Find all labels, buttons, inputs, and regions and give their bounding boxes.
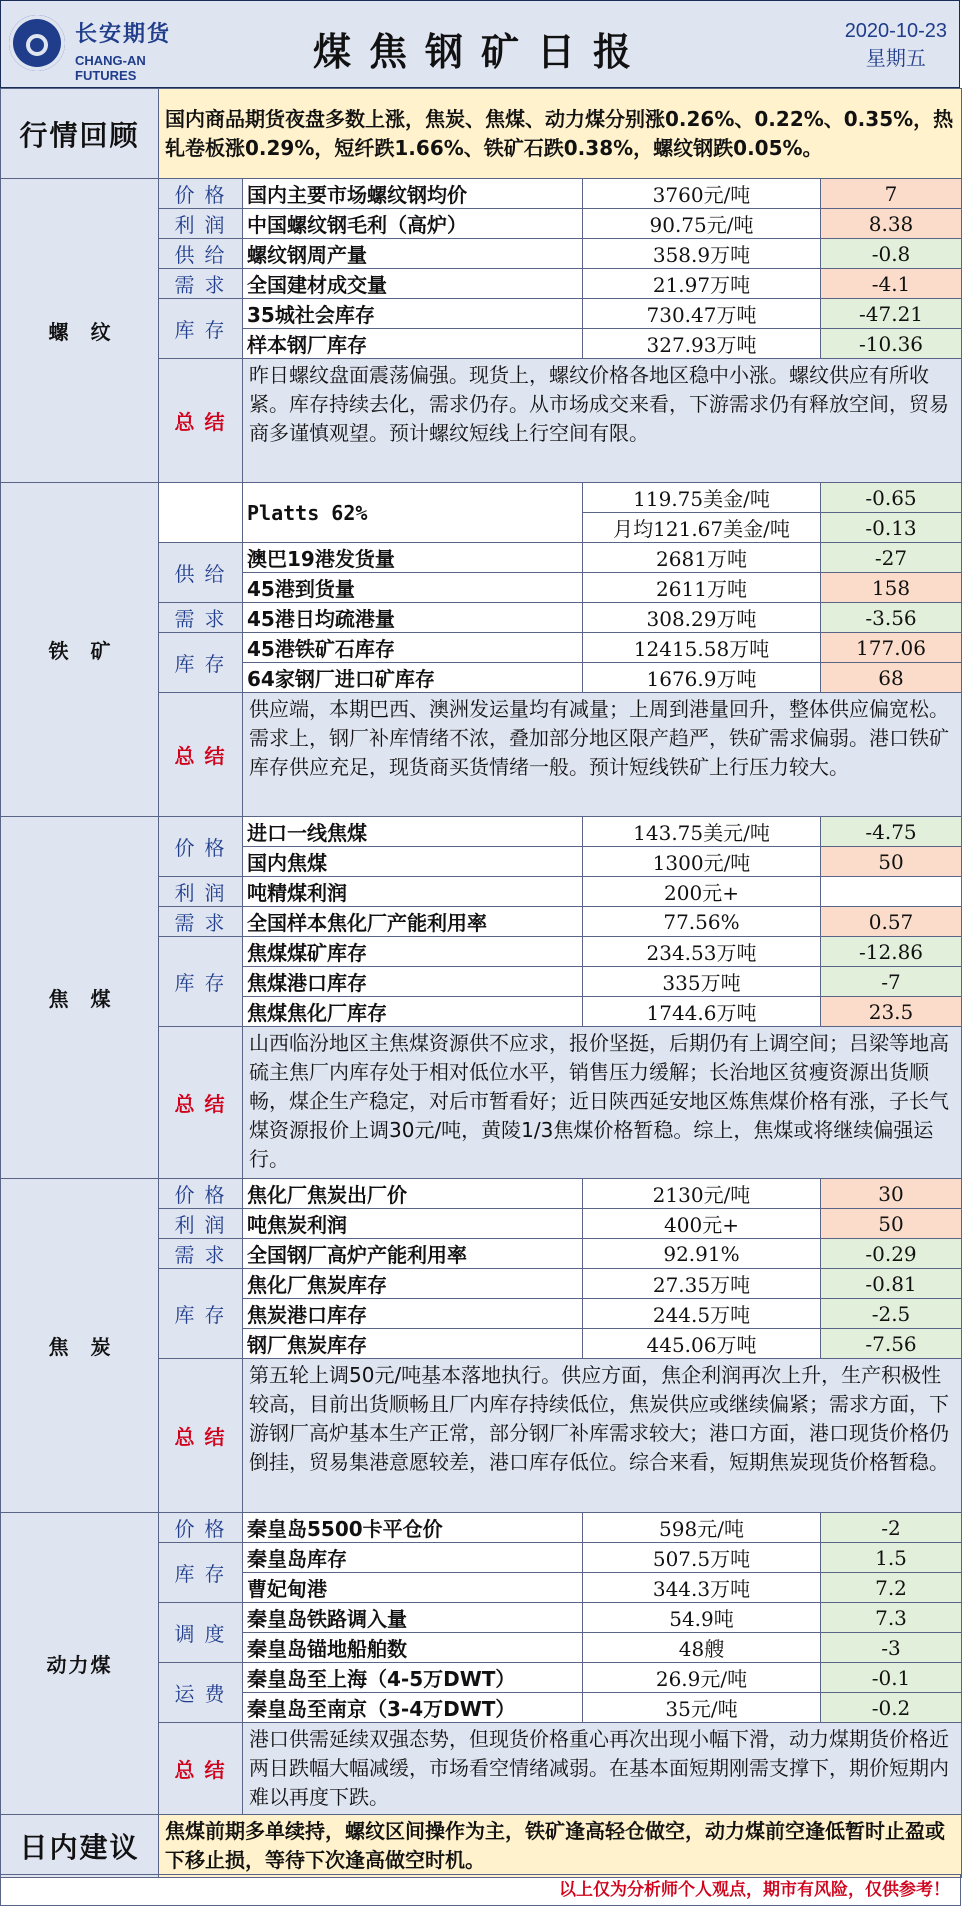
row-category: 利润 bbox=[159, 209, 243, 239]
platts-value: 119.75美金/吨 bbox=[583, 483, 821, 513]
indicator-change: -3 bbox=[821, 1633, 962, 1663]
indicator-change: 8.38 bbox=[821, 209, 962, 239]
report-title: 煤焦钢矿日报 bbox=[312, 30, 649, 74]
indicator-value: 77.56% bbox=[583, 907, 821, 937]
disclaimer: 以上仅为分析师个人观点，期市有风险，仅供参考！ bbox=[0, 1874, 961, 1906]
indicator-change: 50 bbox=[821, 1209, 962, 1239]
row-category: 利润 bbox=[159, 877, 243, 907]
data-row bbox=[1, 1513, 962, 1543]
row-category: 库存 bbox=[159, 1543, 243, 1603]
platts-value: 月均121.67美金/吨 bbox=[583, 513, 821, 543]
section-label-thermal: 动力煤 bbox=[1, 1513, 159, 1815]
indicator-value: 1744.6万吨 bbox=[583, 997, 821, 1027]
logo-cn: 长安期货 bbox=[75, 22, 172, 47]
indicator-value: 200元+ bbox=[583, 877, 821, 907]
summary-label: 总结 bbox=[159, 1359, 243, 1513]
indicator-change: -4.75 bbox=[821, 817, 962, 847]
platts-change: -0.13 bbox=[821, 513, 962, 543]
section-label-advice: 日内建议 bbox=[1, 1815, 159, 1878]
row-category: 供给 bbox=[159, 543, 243, 603]
indicator-change: 7.2 bbox=[821, 1573, 962, 1603]
review-text: 国内商品期货夜盘多数上涨，焦炭、焦煤、动力煤分别涨0.26%、0.22%、0.35%，热轧卷板涨0.29%，短纤跌1.66%、铁矿石跌0.38%，螺纹钢跌0.05%。 bbox=[159, 89, 962, 179]
indicator-name: 样本钢厂库存 bbox=[243, 329, 583, 359]
indicator-name: 64家钢厂进口矿库存 bbox=[243, 663, 583, 693]
review-row bbox=[1, 89, 962, 179]
summary-text: 港口供需延续双强态势，但现货价格重心再次出现小幅下滑，动力煤期货价格近两日跌幅大幅减缓，市场看空情绪减弱。在基本面短期刚需支撑下，期价短期内难以再度下跌。 bbox=[243, 1723, 962, 1815]
platts-row bbox=[1, 483, 962, 513]
advice-row bbox=[1, 1815, 962, 1878]
row-category: 利润 bbox=[159, 1209, 243, 1239]
indicator-name: 国内焦煤 bbox=[243, 847, 583, 877]
summary-label: 总结 bbox=[159, 1027, 243, 1179]
summary-label: 总结 bbox=[159, 359, 243, 483]
indicator-name: 国内主要市场螺纹钢均价 bbox=[243, 179, 583, 209]
indicator-value: 21.97万吨 bbox=[583, 269, 821, 299]
indicator-change: 158 bbox=[821, 573, 962, 603]
indicator-name: 焦煤煤矿库存 bbox=[243, 937, 583, 967]
indicator-value: 598元/吨 bbox=[583, 1513, 821, 1543]
summary-text: 供应端，本期巴西、澳洲发运量均有减量；上周到港量回升，整体供应偏宽松。需求上，钢厂补库情绪不浓，叠加部分地区限产趋严，铁矿需求偏弱。港口铁矿库存供应充足，现货商买货情绪一般。预计短线铁矿上行压力较大。 bbox=[243, 693, 962, 817]
row-category: 库存 bbox=[159, 633, 243, 693]
row-category: 需求 bbox=[159, 269, 243, 299]
indicator-name: 焦化厂焦炭库存 bbox=[243, 1269, 583, 1299]
indicator-value: 35元/吨 bbox=[583, 1693, 821, 1723]
indicator-change: -4.1 bbox=[821, 269, 962, 299]
indicator-change: -0.81 bbox=[821, 1269, 962, 1299]
indicator-value: 445.06万吨 bbox=[583, 1329, 821, 1359]
indicator-name: 曹妃甸港 bbox=[243, 1573, 583, 1603]
summary-label: 总结 bbox=[159, 1723, 243, 1815]
indicator-change: -10.36 bbox=[821, 329, 962, 359]
data-row bbox=[1, 817, 962, 847]
indicator-change: 1.5 bbox=[821, 1543, 962, 1573]
indicator-change: -47.21 bbox=[821, 299, 962, 329]
indicator-value: 2681万吨 bbox=[583, 543, 821, 573]
indicator-name: 秦皇岛至南京（3-4万DWT） bbox=[243, 1693, 583, 1723]
indicator-name: 焦炭港口库存 bbox=[243, 1299, 583, 1329]
indicator-change: -0.8 bbox=[821, 239, 962, 269]
indicator-value: 400元+ bbox=[583, 1209, 821, 1239]
summary-text: 山西临汾地区主焦煤资源供不应求，报价坚挺，后期仍有上调空间；吕梁等地高硫主焦厂内库存处于相对低位水平，销售压力缓解；长治地区贫瘦资源出货顺畅，煤企生产稳定，对后市暂看好；近日陕西延安地区炼焦煤价格有涨，子长气煤资源报价上调30元/吨，黄陵1/3焦煤价格暂稳。综上，焦煤或将继续偏强运行。 bbox=[243, 1027, 962, 1179]
indicator-value: 27.35万吨 bbox=[583, 1269, 821, 1299]
summary-label: 总结 bbox=[159, 693, 243, 817]
report-table bbox=[0, 88, 962, 1878]
indicator-value: 244.5万吨 bbox=[583, 1299, 821, 1329]
indicator-name: 焦化厂焦炭出厂价 bbox=[243, 1179, 583, 1209]
indicator-value: 344.3万吨 bbox=[583, 1573, 821, 1603]
indicator-name: 焦煤港口库存 bbox=[243, 967, 583, 997]
indicator-name: 进口一线焦煤 bbox=[243, 817, 583, 847]
row-category: 需求 bbox=[159, 907, 243, 937]
indicator-value: 12415.58万吨 bbox=[583, 633, 821, 663]
indicator-change: -3.56 bbox=[821, 603, 962, 633]
indicator-value: 234.53万吨 bbox=[583, 937, 821, 967]
indicator-name: 全国样本焦化厂产能利用率 bbox=[243, 907, 583, 937]
indicator-name: 吨焦炭利润 bbox=[243, 1209, 583, 1239]
row-category: 需求 bbox=[159, 603, 243, 633]
indicator-name: 秦皇岛至上海（4-5万DWT） bbox=[243, 1663, 583, 1693]
indicator-name: 35城社会库存 bbox=[243, 299, 583, 329]
indicator-name: 中国螺纹钢毛利（高炉） bbox=[243, 209, 583, 239]
indicator-change: -2.5 bbox=[821, 1299, 962, 1329]
indicator-name: 秦皇岛5500卡平仓价 bbox=[243, 1513, 583, 1543]
indicator-change bbox=[821, 877, 962, 907]
indicator-value: 1676.9万吨 bbox=[583, 663, 821, 693]
indicator-value: 1300元/吨 bbox=[583, 847, 821, 877]
indicator-name: 吨精煤利润 bbox=[243, 877, 583, 907]
row-category: 库存 bbox=[159, 1269, 243, 1359]
indicator-value: 143.75美元/吨 bbox=[583, 817, 821, 847]
indicator-name: 45港日均疏港量 bbox=[243, 603, 583, 633]
row-category: 供给 bbox=[159, 239, 243, 269]
section-label-ore: 铁矿 bbox=[1, 483, 159, 817]
report-date bbox=[845, 17, 947, 73]
indicator-change: 30 bbox=[821, 1179, 962, 1209]
indicator-value: 2130元/吨 bbox=[583, 1179, 821, 1209]
summary-text: 第五轮上调50元/吨基本落地执行。供应方面，焦企利润再次上升，生产积极性较高，目前出货顺畅且厂内库存持续低位，焦炭供应或继续偏紧；需求方面，下游钢厂高炉基本生产正常，部分钢厂补库需求较大；港口方面，港口现货价格仍倒挂，贸易集港意愿较差，港口库存低位。综合来看，短期焦炭现货价格暂稳。 bbox=[243, 1359, 962, 1513]
section-label-coke: 焦炭 bbox=[1, 1179, 159, 1513]
indicator-value: 335万吨 bbox=[583, 967, 821, 997]
indicator-name: 钢厂焦炭库存 bbox=[243, 1329, 583, 1359]
row-category: 需求 bbox=[159, 1239, 243, 1269]
indicator-name: 秦皇岛锚地船舶数 bbox=[243, 1633, 583, 1663]
data-row bbox=[1, 179, 962, 209]
indicator-value: 92.91% bbox=[583, 1239, 821, 1269]
row-category: 价格 bbox=[159, 179, 243, 209]
indicator-name: 秦皇岛库存 bbox=[243, 1543, 583, 1573]
row-category: 调度 bbox=[159, 1603, 243, 1663]
indicator-change: 50 bbox=[821, 847, 962, 877]
indicator-name: 螺纹钢周产量 bbox=[243, 239, 583, 269]
row-category: 库存 bbox=[159, 299, 243, 359]
indicator-change: 68 bbox=[821, 663, 962, 693]
platts-name: Platts 62% bbox=[243, 483, 583, 543]
data-row bbox=[1, 1179, 962, 1209]
indicator-change: 7 bbox=[821, 179, 962, 209]
row-category: 价格 bbox=[159, 1513, 243, 1543]
row-category: 价格 bbox=[159, 1179, 243, 1209]
section-label-rebar: 螺纹 bbox=[1, 179, 159, 483]
indicator-name: 45港到货量 bbox=[243, 573, 583, 603]
indicator-name: 全国钢厂高炉产能利用率 bbox=[243, 1239, 583, 1269]
weekday-value: 星期五 bbox=[865, 48, 926, 70]
indicator-change: -0.1 bbox=[821, 1663, 962, 1693]
indicator-change: 0.57 bbox=[821, 907, 962, 937]
platts-change: -0.65 bbox=[821, 483, 962, 513]
row-category: 运费 bbox=[159, 1663, 243, 1723]
summary-text: 昨日螺纹盘面震荡偏强。现货上，螺纹价格各地区稳中小涨。螺纹供应有所收紧。库存持续去化，需求仍存。从市场成交来看，下游需求仍有释放空间，贸易商多谨慎观望。预计螺纹短线上行空间有限。 bbox=[243, 359, 962, 483]
date-value: 2020-10-23 bbox=[844, 20, 947, 42]
row-category: 库存 bbox=[159, 937, 243, 1027]
indicator-change: -7 bbox=[821, 967, 962, 997]
section-label-coking_coal: 焦煤 bbox=[1, 817, 159, 1179]
indicator-change: 23.5 bbox=[821, 997, 962, 1027]
indicator-value: 48艘 bbox=[583, 1633, 821, 1663]
indicator-change: 7.3 bbox=[821, 1603, 962, 1633]
report-header bbox=[0, 0, 960, 88]
indicator-change: -0.2 bbox=[821, 1693, 962, 1723]
indicator-change: 177.06 bbox=[821, 633, 962, 663]
indicator-value: 327.93万吨 bbox=[583, 329, 821, 359]
logo-en: CHANG-AN FUTURES bbox=[75, 53, 146, 83]
indicator-change: -7.56 bbox=[821, 1329, 962, 1359]
indicator-value: 54.9吨 bbox=[583, 1603, 821, 1633]
indicator-name: 全国建材成交量 bbox=[243, 269, 583, 299]
indicator-name: 焦煤焦化厂库存 bbox=[243, 997, 583, 1027]
indicator-name: 45港铁矿石库存 bbox=[243, 633, 583, 663]
indicator-change: -2 bbox=[821, 1513, 962, 1543]
indicator-value: 90.75元/吨 bbox=[583, 209, 821, 239]
section-label-review: 行情回顾 bbox=[1, 89, 159, 179]
indicator-name: 澳巴19港发货量 bbox=[243, 543, 583, 573]
indicator-value: 507.5万吨 bbox=[583, 1543, 821, 1573]
indicator-name: 秦皇岛铁路调入量 bbox=[243, 1603, 583, 1633]
indicator-change: -27 bbox=[821, 543, 962, 573]
indicator-value: 3760元/吨 bbox=[583, 179, 821, 209]
indicator-value: 308.29万吨 bbox=[583, 603, 821, 633]
indicator-value: 730.47万吨 bbox=[583, 299, 821, 329]
indicator-value: 26.9元/吨 bbox=[583, 1663, 821, 1693]
advice-text: 焦煤前期多单续持，螺纹区间操作为主，铁矿逢高轻仓做空，动力煤前空逢低暂时止盈或下移止损，等待下次逢高做空时机。 bbox=[159, 1815, 962, 1878]
indicator-change: -0.29 bbox=[821, 1239, 962, 1269]
indicator-value: 358.9万吨 bbox=[583, 239, 821, 269]
row-category: 价格 bbox=[159, 817, 243, 877]
indicator-value: 2611万吨 bbox=[583, 573, 821, 603]
row-category-empty bbox=[159, 483, 243, 543]
indicator-change: -12.86 bbox=[821, 937, 962, 967]
